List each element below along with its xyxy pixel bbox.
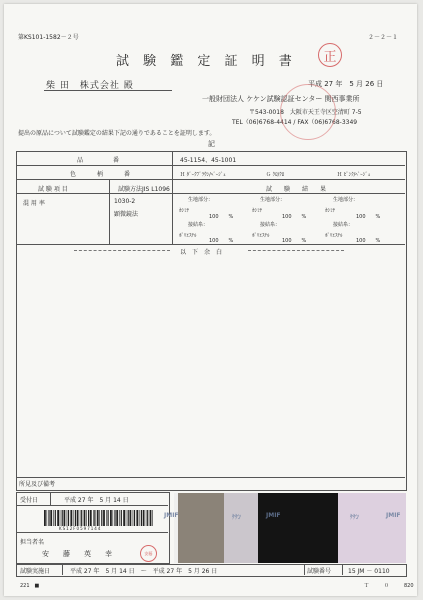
result-label: 生地部分： [260,197,286,203]
staff-name: 安 藤 英 幸 [42,550,112,558]
fabric-swatch-brown [178,493,224,563]
blank-dash-right [248,250,344,251]
fabric-swatch-pink [338,493,406,563]
result-label: 接結糸： [188,222,209,228]
row-divider [16,193,405,194]
test-item-header: 試 験 項 目 [38,186,68,193]
test-number-label: 試験番号 [307,568,332,575]
issuing-organization: 一般財団法人 ケケン試験認証センター 関西事業所 [202,95,360,103]
footer-left-code: 221 ■ [20,583,40,589]
test-item-blend-ratio: 混 用 率 [23,200,45,207]
barcode-text: KS12F0597144 [59,526,102,531]
color-value-3: Ｈ ﾋﾟﾝｸ/ﾍﾞｰｼﾞｭ [337,172,371,178]
fabric-swatch-beige [224,493,258,563]
result-percentage: 100 % [356,214,381,220]
result-label: 生地部分： [333,197,359,203]
test-number-value: 15 JM － 0110 [348,568,390,575]
column-divider [62,564,63,575]
result-fiber: ｶｼﾐﾔ [325,208,336,214]
column-divider [304,564,305,575]
issue-date: 平成 27 年 5 月 26 日 [308,80,384,88]
row-divider [16,532,168,533]
row-divider [16,179,405,180]
staff-seal-icon: 安藤 [140,545,157,562]
test-result-header: 試 験 結 果 [266,186,327,193]
result-fiber: ﾎﾟﾘｴｽﾃﾙ [325,233,343,239]
organization-stamp-icon [280,84,336,140]
result-percentage: 100 % [282,238,307,244]
organization-address: 〒543-0018 大阪市天王寺区空清町 7-5 [249,109,362,116]
swatch-tag-right: JMIF [386,512,401,519]
receipt-date-label: 受付日 [20,497,39,504]
receipt-date-value: 平成 27 年 5 月 14 日 [64,497,129,504]
official-seal-icon: 正 [318,43,342,67]
remaining-blank-note: 以 下 余 白 [180,249,223,256]
product-number-value: 45-1154、45-1001 [180,157,237,164]
row-divider [16,505,168,506]
test-period-label: 試験実施日 [20,568,51,575]
column-divider [342,564,343,575]
blank-dash-left [74,250,170,251]
notes-divider [16,477,405,478]
certificate-page [4,4,417,596]
result-percentage: 100 % [282,214,307,220]
color-value-1: Ｈ ﾀﾞｰｸﾌﾞﾗｳﾝ/ﾍﾞｰｼﾞｭ [180,172,226,178]
result-label: 接結糸： [333,222,354,228]
column-divider [50,492,51,505]
column-divider [109,179,110,244]
ki-label: 記 [208,140,215,148]
document-number: 第KS101-1582－２号 [18,34,79,41]
row-divider [16,165,405,166]
test-period-value: 平成 27 年 5 月 14 日 ～ 平成 27 年 5 月 26 日 [70,568,218,575]
barcode-icon [44,510,156,526]
intro-statement: 提出の原品について試験鑑定の結果下記の通りであることを証明します。 [18,130,216,137]
fabric-swatch-black [258,493,338,563]
result-percentage: 100 % [209,238,234,244]
product-number-label: 品 番 [77,157,123,164]
result-percentage: 100 % [209,214,234,220]
result-fiber: ﾎﾟﾘｴｽﾃﾙ [179,233,197,239]
recipient-name: 柴 田 株式会社 殿 [46,81,134,91]
recipient-underline [44,90,172,91]
test-method-name: 顕微鏡法 [114,211,139,218]
test-method-header: 試験方法JIS L1096 [118,186,170,193]
result-fiber: ｶｼﾐﾔ [179,208,190,214]
column-divider [172,193,173,244]
result-label: 接結糸： [260,222,281,228]
row-divider [16,244,405,245]
document-title: 試 験 鑑 定 証 明 書 [116,54,297,69]
notes-label: 所見及び備考 [19,481,56,488]
result-percentage: 100 % [356,238,381,244]
color-value-2: Ｇ ｸﾛ/ｸﾛ [266,172,285,178]
color-pattern-label: 色 柄 番 [70,171,134,178]
swatch-tag-2: ｹｹﾝ [232,514,242,521]
swatch-tag-3: JMIF [266,512,281,519]
swatch-tag-4: ｹｹﾝ [350,514,360,521]
test-method-code: 1030-2 [114,198,136,205]
page-reference: ２－２－１ [368,34,399,41]
result-fiber: ﾎﾟﾘｴｽﾃﾙ [252,233,270,239]
swatch-tag-left: JMIF [164,512,179,519]
staff-label: 担当者名 [20,539,45,546]
result-label: 生地部分： [188,197,214,203]
result-fiber: ｶｼﾐﾔ [252,208,263,214]
organization-phone: TEL（06)6768-4414 / FAX（06)6768-3349 [232,119,358,126]
footer-right-code: Ｔ ０ 820 [364,583,414,589]
